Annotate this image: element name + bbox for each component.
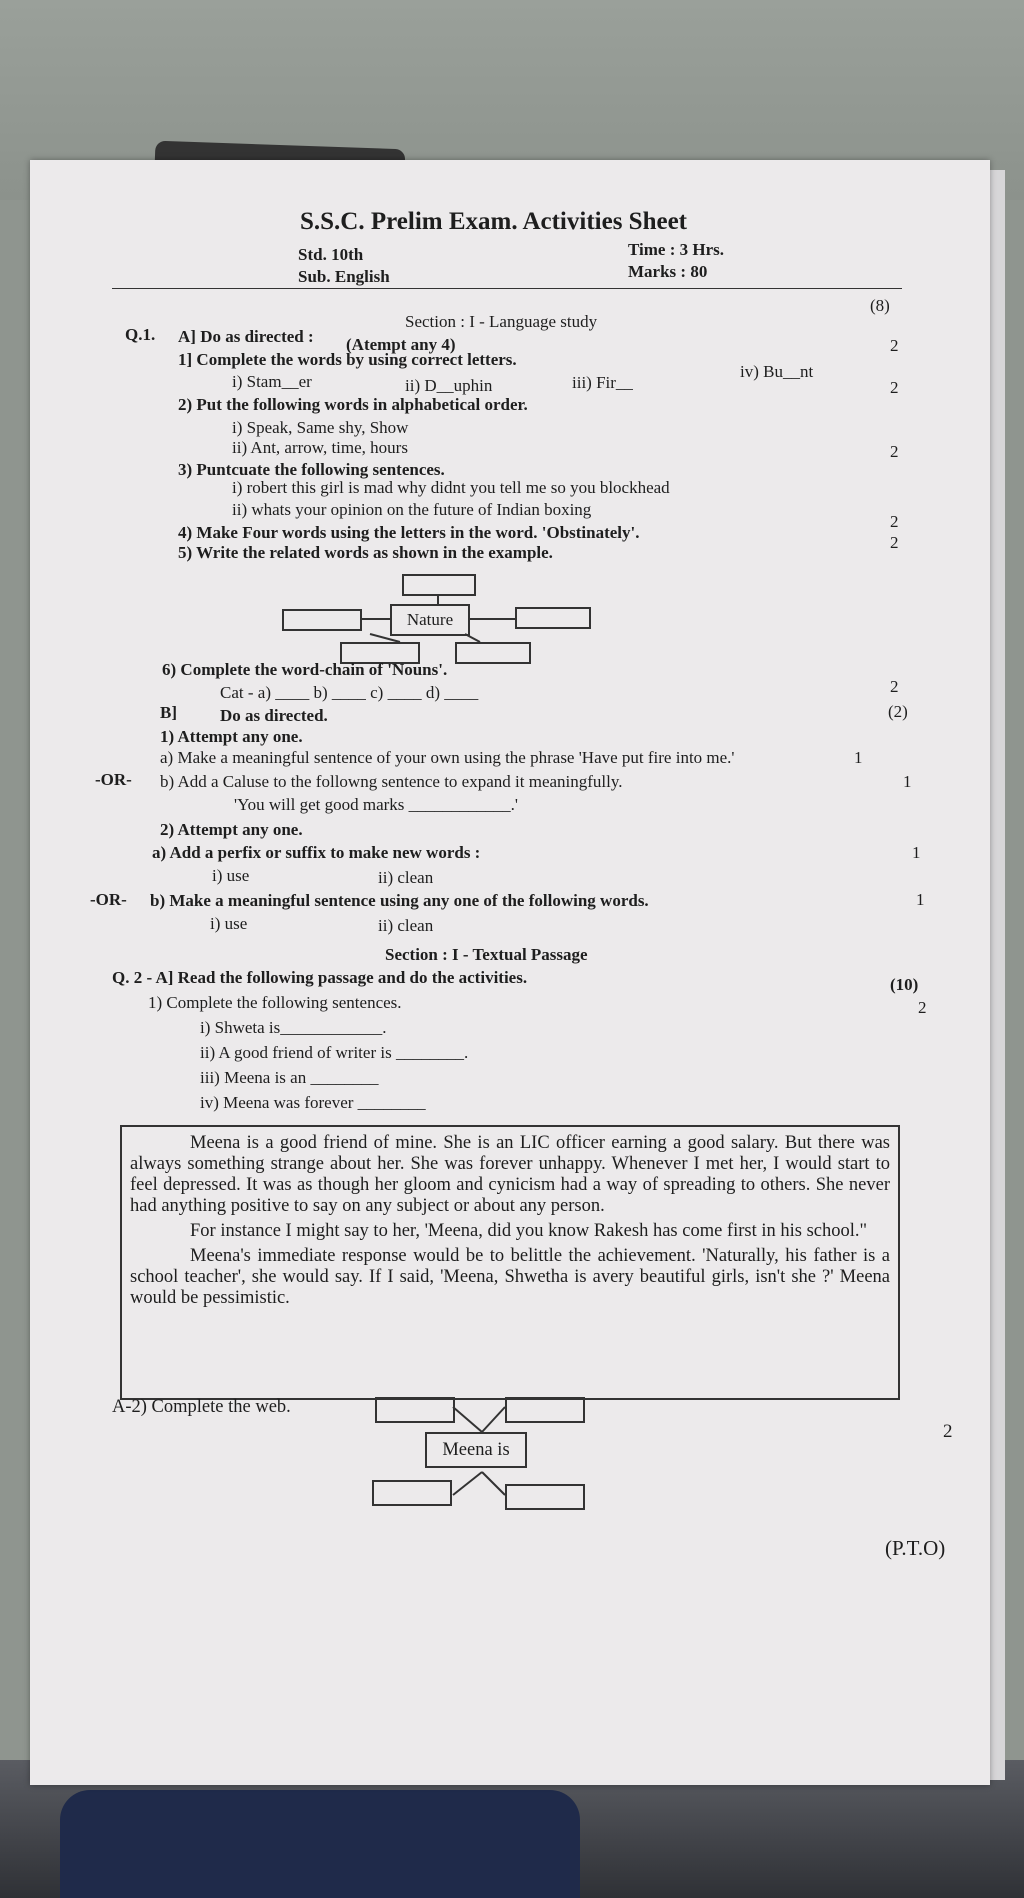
q1-item4-marks: 2 <box>890 512 899 531</box>
diagram-box-left <box>282 609 362 631</box>
q1-item2-opt-1: i) Speak, Same shy, Show <box>232 418 409 437</box>
subject-label: Sub. English <box>298 267 390 286</box>
q1-item3-opt-1: i) robert this girl is mad why didnt you tell me so you blockhead <box>232 478 670 497</box>
web-box-top-left <box>375 1397 455 1423</box>
marks-label: Marks : 80 <box>628 262 708 281</box>
passage-paragraph-3: Meena's immediate response would be to belittle the achievement. 'Naturally, his father is a school teacher', she would say. If I said, 'Meena, Shwetha is avery beautiful girls, isn't she ?' Meena would be pessimistic. <box>130 1246 890 1308</box>
q1-item2-label: 2) Put the following words in alphabetical order. <box>178 395 528 414</box>
q1-b-part2-a-marks: 1 <box>912 843 921 862</box>
q1-item5-label: 5) Write the related words as shown in the example. <box>178 543 553 562</box>
q1-a-note: (Atempt any 4) <box>346 335 456 354</box>
web-box-bottom-right <box>505 1484 585 1510</box>
diagram-center-word: Nature <box>406 610 454 629</box>
q2-a1-item-2: ii) A good friend of writer is ________. <box>200 1043 469 1062</box>
web-center-label: Meena is <box>442 1440 510 1460</box>
q1-a-label: A] Do as directed : <box>178 327 314 346</box>
q1-item3-marks: 2 <box>890 442 899 461</box>
diagram-center-box <box>390 604 470 636</box>
q1-b-part1-a: a) Make a meaningful sentence of your own using the phrase 'Have put fire into me.' <box>160 748 735 767</box>
q1-item6-label: 6) Complete the word-chain of 'Nouns'. <box>162 660 448 679</box>
q1-b-part1-b: b) Add a Caluse to the followng sentence to expand it meaningfully. <box>160 772 623 791</box>
page-title: S.S.C. Prelim Exam. Activities Sheet <box>300 208 687 235</box>
q1-item1-label: 1] Complete the words by using correct letters. <box>178 350 517 369</box>
q1-item1-opt-3: iii) Fir__ <box>572 373 633 392</box>
q1-item3-opt-2: ii) whats your opinion on the future of Indian boxing <box>232 500 592 519</box>
q2-marks: (10) <box>890 975 919 994</box>
diagram-box-bottom-right <box>455 642 531 664</box>
q1-item5-marks: 2 <box>890 533 899 552</box>
q1-item1-opt-4: iv) Bu__nt <box>740 362 814 381</box>
q2-a1-item-3: iii) Meena is an ________ <box>200 1068 379 1087</box>
web-box-bottom-left <box>372 1480 452 1506</box>
web-box-top-right <box>505 1397 585 1423</box>
q1-b-part2-a-opt-1: i) use <box>212 866 250 885</box>
q1-item6-chain: Cat - a) ____ b) ____ c) ____ d) ____ <box>220 683 479 702</box>
q1-b-part2-a-opt-2: ii) clean <box>378 868 434 887</box>
q2-a1-marks: 2 <box>918 998 927 1017</box>
q1-b-part2-b-opt-1: i) use <box>210 914 248 933</box>
q1-b-marks: (2) <box>888 702 908 721</box>
section1-marks: (8) <box>870 296 890 315</box>
pto-label: (P.T.O) <box>885 1536 946 1560</box>
section1-title: Section : I - Language study <box>405 312 598 331</box>
time-label: Time : 3 Hrs. <box>628 240 725 259</box>
q1-item4-label: 4) Make Four words using the letters in the word. 'Obstinately'. <box>178 523 640 542</box>
reading-passage <box>120 1125 900 1400</box>
q1-label: Q.1. <box>125 325 156 344</box>
passage-paragraph-1: Meena is a good friend of mine. She is an LIC officer earning a good salary. But there was always something strange about her. She was forever unhappy. Whenever I met her, I would start to feel depressed. It was as though her gloom and cynicism had a way of spreading to others. She never had anything positive to say on any subject or about any person. <box>130 1133 890 1216</box>
q2-a1-item-4: iv) Meena was forever ________ <box>200 1093 426 1112</box>
q2-a1-label: 1) Complete the following sentences. <box>148 993 402 1012</box>
q2-label: Q. 2 - A] Read the following passage and do the activities. <box>112 968 528 987</box>
or-divider-1: -OR- <box>95 770 132 789</box>
q1-b-part2-b: b) Make a meaningful sentence using any one of the following words. <box>150 891 649 910</box>
diagram-box-right <box>515 607 591 629</box>
passage-paragraph-2: For instance I might say to her, 'Meena, did you know Rakesh has come first in his school." <box>190 1221 868 1241</box>
q1-item3-label: 3) Puntcuate the following sentences. <box>178 460 445 479</box>
q1-item2-opt-2: ii) Ant, arrow, time, hours <box>232 438 408 457</box>
q2-a2-marks: 2 <box>943 1421 953 1442</box>
q1-b-part2-title: 2) Attempt any one. <box>160 820 303 839</box>
q1-item1-marks: 2 <box>890 336 899 355</box>
q1-b-part2-b-opt-2: ii) clean <box>378 916 434 935</box>
q2-a1-item-1: i) Shweta is____________. <box>200 1018 387 1037</box>
section2-title: Section : I - Textual Passage <box>385 945 588 964</box>
std-label: Std. 10th <box>298 245 364 264</box>
q2-a2-label: A-2) Complete the web. <box>112 1397 291 1417</box>
q1-item1-opt-2: ii) D__uphin <box>405 376 493 395</box>
q1-b-part1-a-marks: 1 <box>854 748 863 767</box>
q1-item6-marks: 2 <box>890 677 899 696</box>
q1-item2-marks: 2 <box>890 378 899 397</box>
q1-b-part1-b-marks: 1 <box>903 772 912 791</box>
q1-item1-opt-1: i) Stam__er <box>232 372 312 391</box>
q1-b-title: Do as directed. <box>220 706 328 725</box>
q1-b-part2-b-marks: 1 <box>916 890 925 909</box>
q1-b-part1-b-sentence: 'You will get good marks ____________.' <box>234 795 518 814</box>
q1-b-part2-a: a) Add a perfix or suffix to make new words : <box>152 843 481 862</box>
q1-b-part1-title: 1) Attempt any one. <box>160 727 303 746</box>
web-center-box <box>425 1432 527 1468</box>
or-divider-2: -OR- <box>90 890 127 909</box>
q1-b-label: B] <box>160 703 177 722</box>
diagram-box-top <box>402 574 476 596</box>
